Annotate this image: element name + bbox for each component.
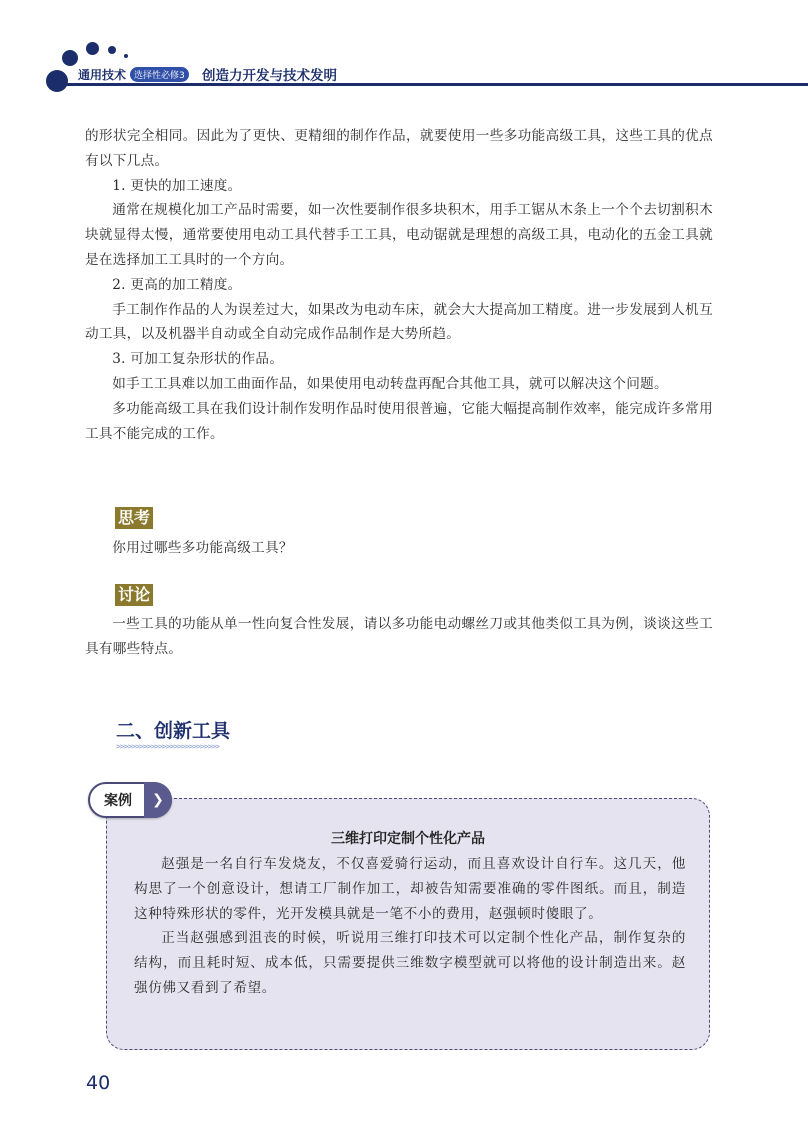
series-title: 通用技术: [78, 67, 127, 82]
decor-dot: [86, 42, 99, 55]
think-block: [85, 536, 713, 561]
chevron-right-icon: ❯: [144, 782, 172, 818]
discuss-text: 一些工具的功能从单一性向复合性发展，请以多功能电动螺丝刀或其他类似工具为例，谈谈这些工具有哪些特点。: [85, 616, 713, 657]
case-title: 三维打印定制个性化产品: [331, 831, 485, 847]
section-title: 二、创新工具: [116, 720, 231, 742]
series-badge: 选择性必修3: [130, 67, 189, 82]
decor-dot: [108, 46, 116, 54]
body-text-block: [85, 124, 713, 446]
discuss-block: [85, 612, 713, 662]
paragraph: 多功能高级工具在我们设计制作发明作品时使用很普遍，它能大幅提高制作效率，能完成许多常用工具不能完成的工作。: [85, 400, 713, 442]
series-label: [64, 64, 189, 84]
list-heading: 3. 可加工复杂形状的作品。: [112, 351, 284, 368]
paragraph: 通常在规模化加工产品时需要，如一次性要制作很多块积木，用手工锯从木条上一个个去切割积木块就显得太慢，通常要使用电动工具代替手工工具，电动锯就是理想的高级工具，电动化的五金工具就是在选择加工工具时的一个方向。: [85, 202, 713, 268]
case-text-block: [134, 852, 686, 1001]
decor-dot: [124, 54, 128, 58]
case-tab-label: 案例: [104, 793, 132, 809]
case-paragraph: 正当赵强感到沮丧的时候，听说用三维打印技术可以定制个性化产品，制作复杂的结构，而且耗时短、成本低，只需要提供三维数字模型就可以将他的设计制造出来。赵强仿佛又看到了希望。: [134, 930, 686, 996]
page-header: [0, 0, 808, 100]
list-heading: 1. 更快的加工速度。: [112, 177, 242, 194]
paragraph: 手工制作作品的人为误差过大，如果改为电动车床，就会大大提高加工精度。进一步发展到人机互动工具，以及机器半自动或全自动完成作品制作是大势所趋。: [85, 301, 713, 343]
book-title: 创造力开发与技术发明: [202, 68, 337, 84]
section-underline-arrows: >>>>>>>>>>>>>>>>>>>>>>>>>>>: [116, 742, 220, 751]
case-tab: [88, 782, 172, 818]
paragraph: 如手工工具难以加工曲面作品，如果使用电动转盘再配合其他工具，就可以解决这个问题。: [112, 375, 668, 392]
think-tag: 思考: [115, 507, 153, 529]
think-question: 你用过哪些多功能高级工具？: [112, 540, 293, 556]
case-paragraph: 赵强是一名自行车发烧友，不仅喜爱骑行运动，而且喜欢设计自行车。这几天，他构思了一个创意设计，想请工厂制作加工，却被告知需要准确的零件图纸。而且，制造这种特殊形状的零件，光开发模具就是一笔不小的费用，赵强顿时傻眼了。: [134, 856, 686, 922]
page-number: 40: [86, 1072, 111, 1094]
paragraph: 的形状完全相同。因此为了更快、更精细的制作作品，就要使用一些多功能高级工具，这些工具的优点有以下几点。: [85, 128, 713, 169]
discuss-tag: 讨论: [115, 584, 153, 606]
list-heading: 2. 更高的加工精度。: [112, 276, 242, 293]
